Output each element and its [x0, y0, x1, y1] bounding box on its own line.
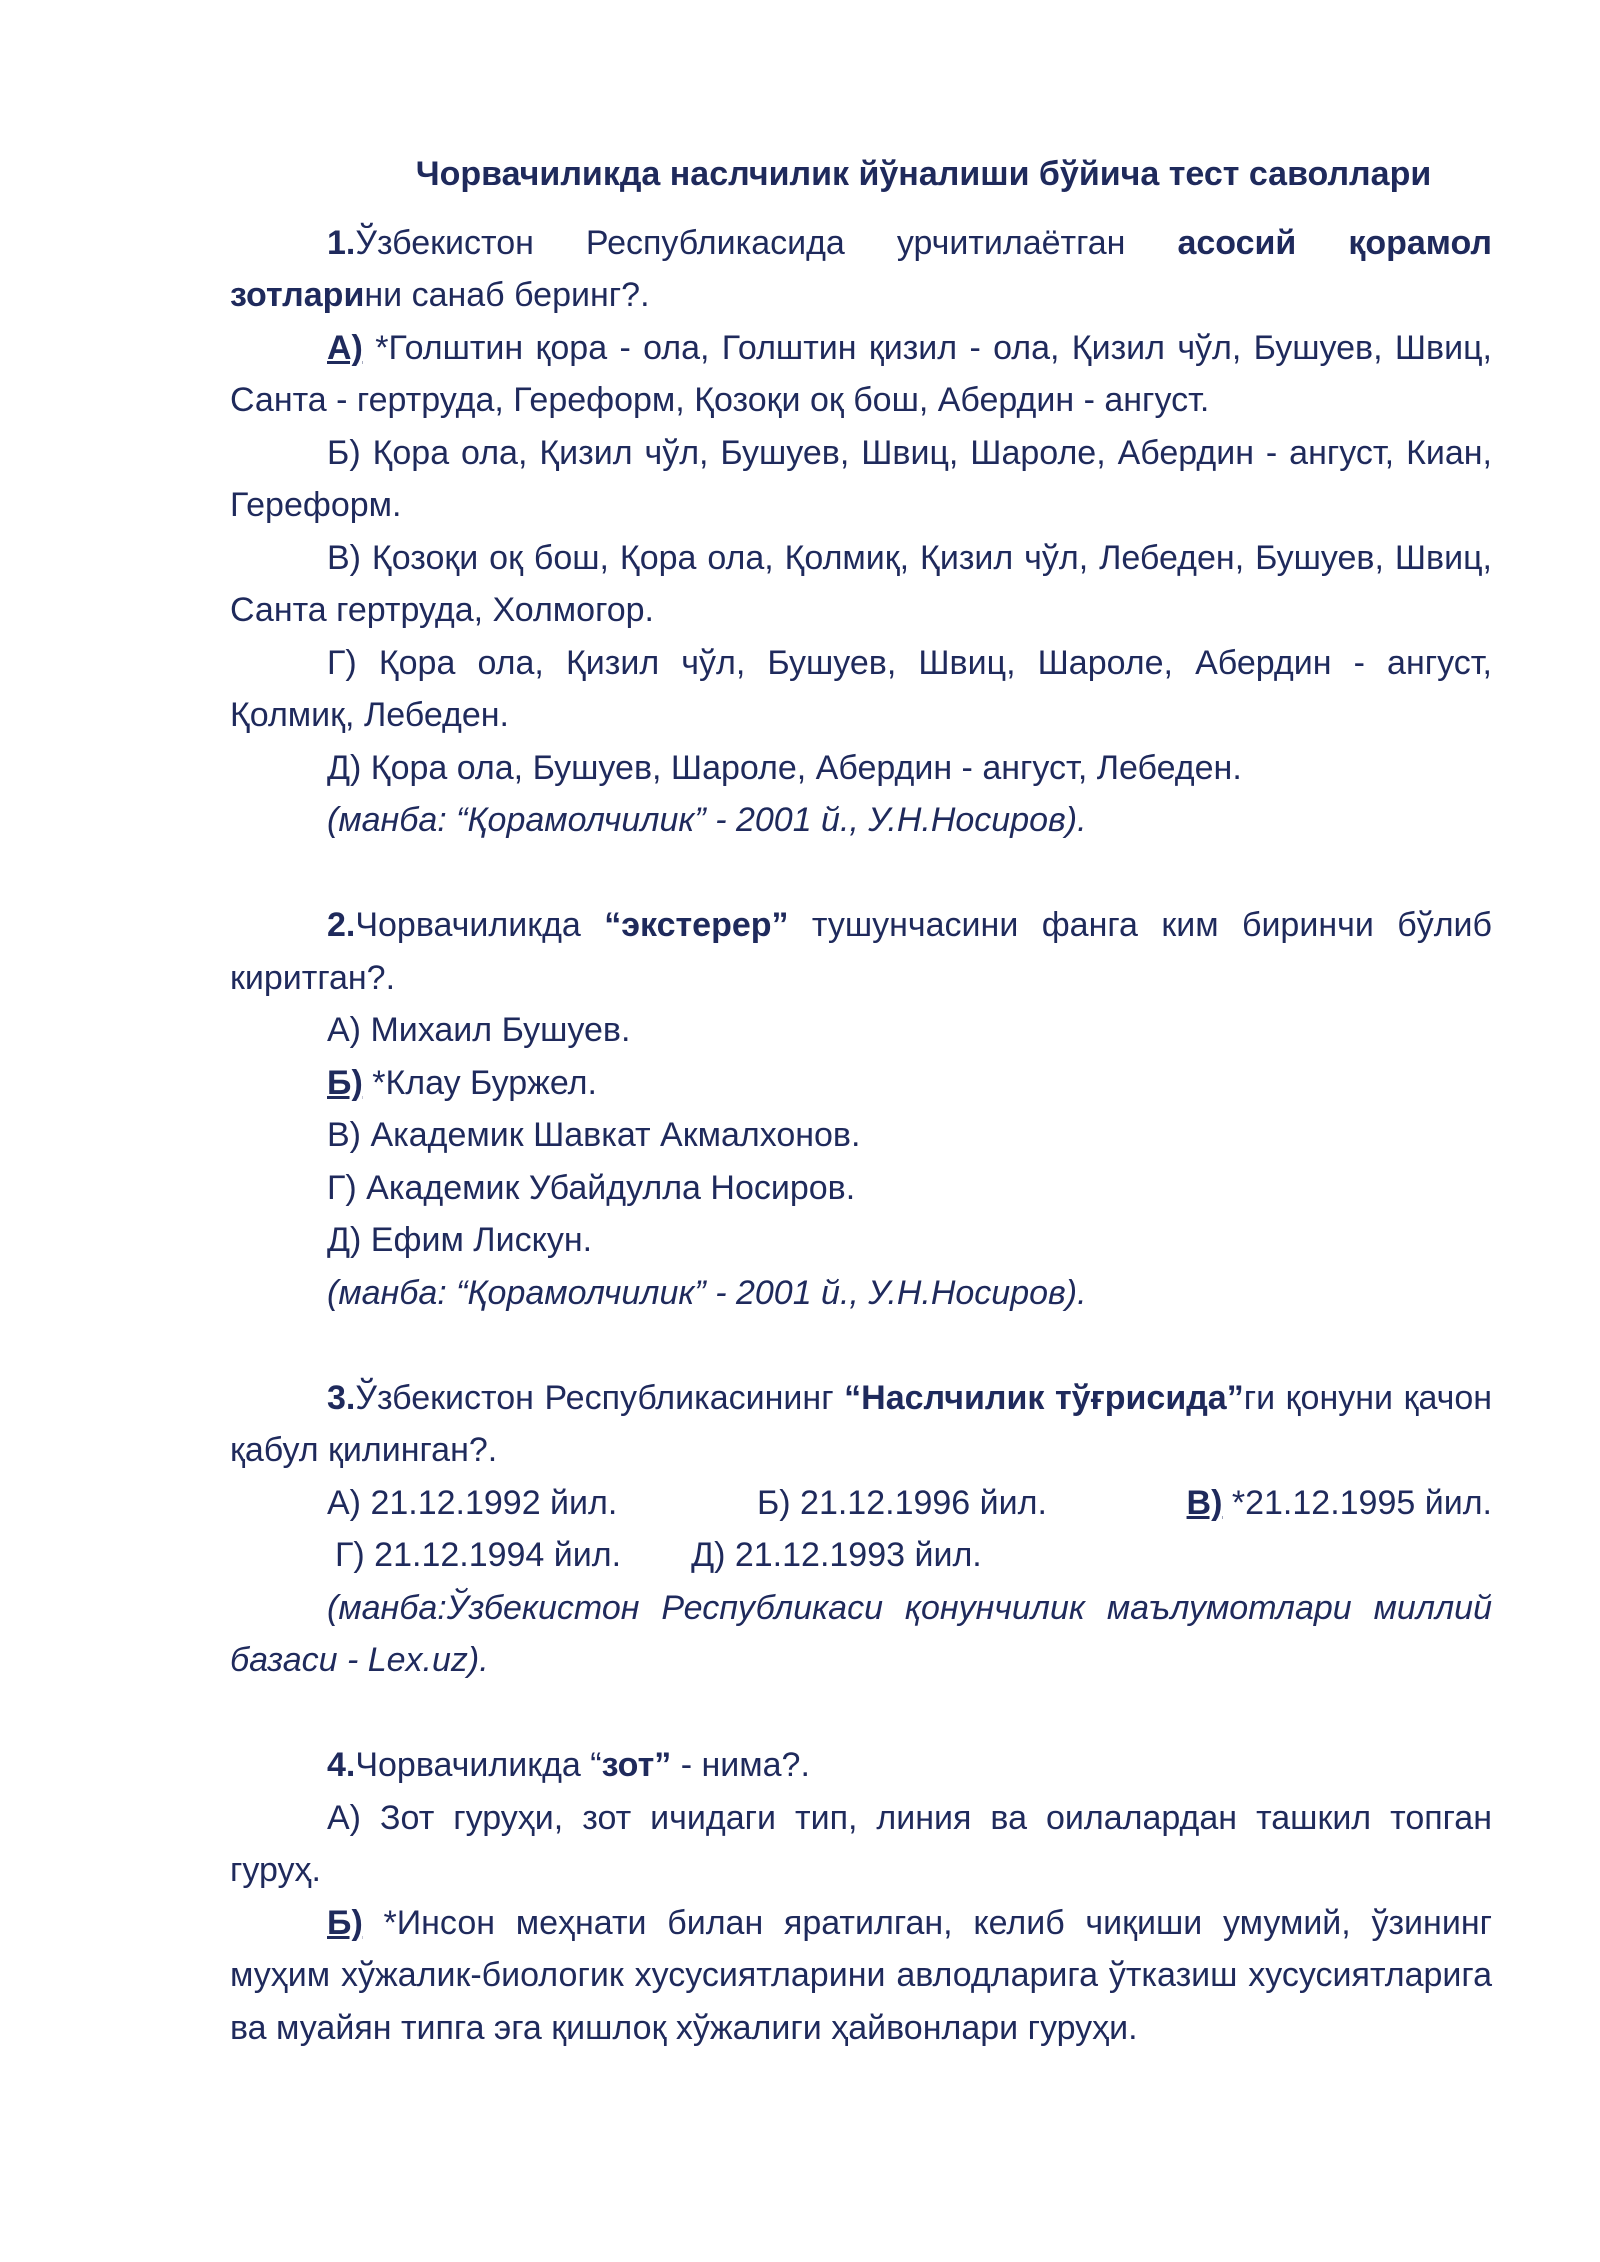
question-text-end: ги қонуни қачон қабул қилинган?. — [230, 1378, 1493, 1469]
answer-option: Б) Қора ола, Қизил чўл, Бушуев, Швиц, Шароле, Абердин - ангуст, Киан, Гереформ. — [230, 433, 1492, 524]
document-page — [230, 148, 1492, 2054]
question-keyword: “Наслчилик тўғрисида” — [844, 1378, 1244, 1417]
spacer — [230, 1687, 1492, 1740]
answer-row — [230, 1477, 1492, 1530]
correct-answer-letter: Б) — [327, 1063, 363, 1102]
answer-text: *Инсон меҳнати билан яратилган, келиб чиқиши умумий, ўзининг муҳим хўжалик-биологик хусусиятларини авлодларига ўтказиш хусусиятларига ва муайян типга эга қишлоқ хўжалиги ҳайвонлари гуруҳи. — [230, 1903, 1492, 2047]
source-note: (манба: “Қорамолчилик” - 2001 й., У.Н.Носиров). — [327, 1273, 1087, 1312]
answer-option: Д) Ефим Лискун. — [327, 1221, 593, 1259]
question-text-end: тушунчасини фанга ким биринчи бўлиб киритган?. — [230, 906, 1492, 997]
answer-option: А) 21.12.1992 йил. — [327, 1483, 618, 1522]
question-number: 4. — [327, 1746, 356, 1784]
answer-option: В) Қозоқи оқ бош, Қора ола, Қолмиқ, Қизил чўл, Лебеден, Бушуев, Швиц, Санта гертруда, Холмогор. — [230, 538, 1492, 629]
question-text-end: ни санаб беринг?. — [364, 276, 650, 314]
answer-text: *Голштин қора - ола, Голштин қизил - ола, Қизил чўл, Бушуев, Швиц, Санта - гертруда, Гереформ, Қозоқи оқ бош, Абердин - ангуст. — [230, 328, 1492, 419]
question-1 — [230, 217, 1492, 322]
question-number: 3. — [327, 1378, 356, 1417]
question-keyword: асосий қорамол зотлари — [230, 223, 1493, 314]
correct-answer-letter: А) — [327, 328, 363, 367]
question-keyword: “экстерер” — [604, 906, 789, 944]
question-4 — [230, 1739, 1492, 1792]
answer-row — [230, 1529, 1492, 1582]
spacer — [230, 847, 1492, 900]
source-note: (манба: “Қорамолчилик” - 2001 й., У.Н.Носиров). — [327, 801, 1087, 839]
question-text-end: - нима?. — [671, 1746, 810, 1784]
answer-option: А) Михаил Бушуев. — [327, 1011, 631, 1049]
correct-answer-letter: В) — [1186, 1483, 1223, 1522]
answer-option: Г) Қора ола, Қизил чўл, Бушуев, Швиц, Шароле, Абердин - ангуст, Қолмиқ, Лебеден. — [230, 643, 1492, 734]
answer-option — [1187, 1477, 1492, 1530]
question-number: 1. — [327, 223, 356, 262]
question-2 — [230, 899, 1492, 1004]
answer-option: Д) Қора ола, Бушуев, Шароле, Абердин - ангуст, Лебеден. — [327, 748, 1242, 787]
spacer — [230, 1319, 1492, 1372]
question-text: Ўзбекистон Республикасининг — [355, 1378, 845, 1417]
answer-option: Г) Академик Убайдулла Носиров. — [327, 1168, 856, 1207]
answer-option: Д) 21.12.1993 йил. — [691, 1536, 982, 1574]
question-number: 2. — [327, 906, 356, 944]
answer-option: Г) 21.12.1994 йил. — [335, 1536, 622, 1574]
correct-answer-letter: Б) — [327, 1903, 363, 1942]
answer-text: *21.12.1995 йил. — [1222, 1483, 1492, 1522]
page-title: Чорвачиликда наслчилик йўналиши бўйича тест саволлари — [415, 155, 1432, 193]
answer-option — [230, 322, 1492, 427]
question-3 — [230, 1372, 1492, 1477]
source-note: (манба:Ўзбекистон Республикаси қонунчилик маълумотлари миллий базаси - Lex.uz). — [230, 1588, 1492, 1679]
answer-option: А) Зот гуруҳи, зот ичидаги тип, линия ва оилалардан ташкил топган гуруҳ. — [230, 1798, 1492, 1889]
answer-option — [230, 1057, 1492, 1110]
question-text: Чорвачиликда “ — [355, 1746, 602, 1784]
answer-option — [230, 1897, 1492, 2055]
answer-option: В) Академик Шавкат Акмалхонов. — [327, 1116, 861, 1154]
question-keyword: зот” — [601, 1746, 672, 1784]
answer-option: Б) 21.12.1996 йил. — [756, 1483, 1047, 1522]
answer-text: *Клау Буржел. — [362, 1063, 597, 1102]
question-text: Чорвачиликда — [355, 906, 605, 944]
question-text: Ўзбекистон Республикасида урчитилаётган — [355, 223, 1178, 262]
